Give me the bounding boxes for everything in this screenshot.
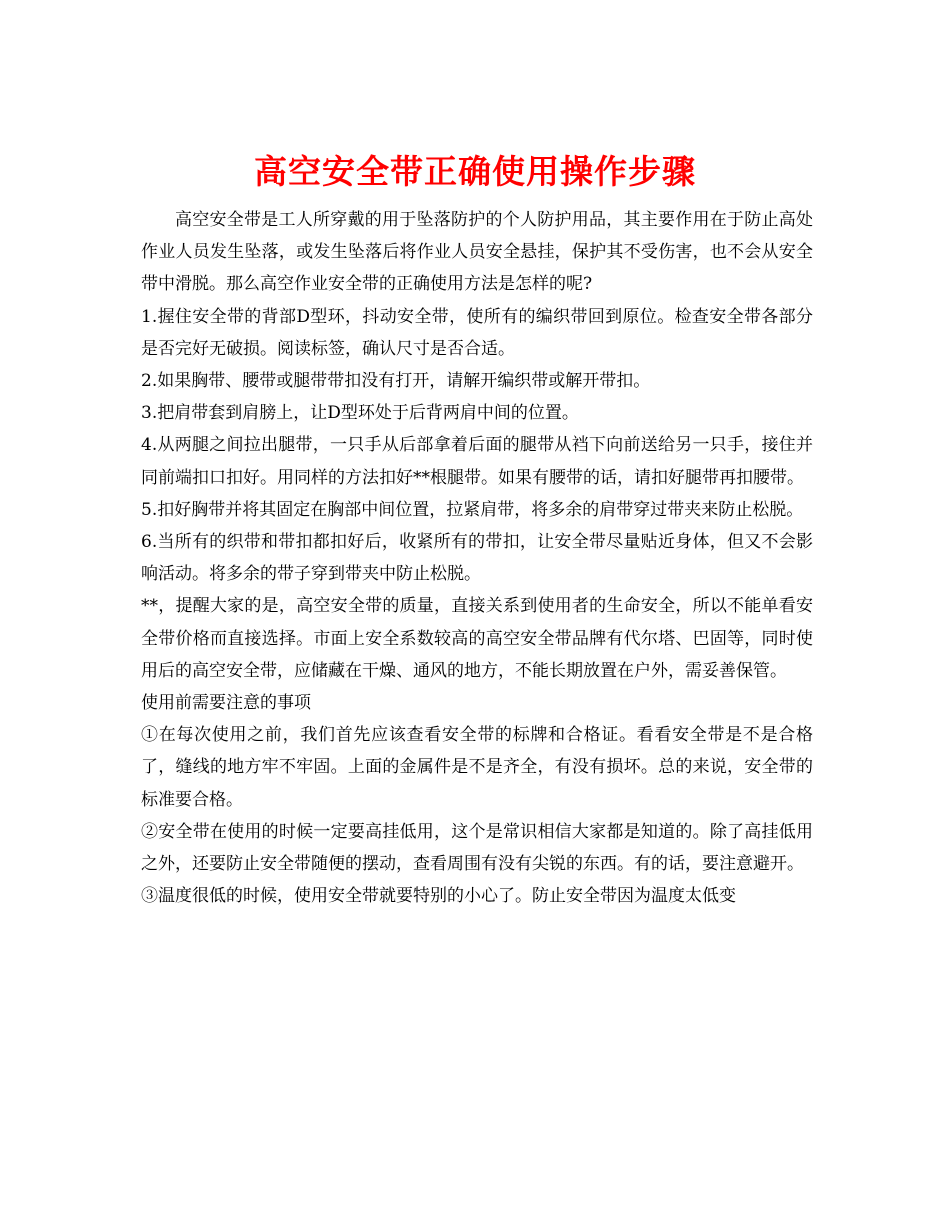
step-1-paragraph: 1.握住安全带的背部D型环，抖动安全带，使所有的编织带回到原位。检查安全带各部分是否完好无破损。阅读标签，确认尺寸是否合适。	[141, 306, 813, 359]
document-body	[141, 204, 813, 912]
page-title: 高空安全带正确使用操作步骤	[254, 152, 696, 192]
step-3-paragraph: 3.把肩带套到肩膀上，让D型环处于后背两肩中间的位置。	[141, 403, 579, 424]
step-5-paragraph: 5.扣好胸带并将其固定在胸部中间位置，拉紧肩带，将多余的肩带穿过带夹来防止松脱。	[141, 499, 804, 520]
precautions-heading: 使用前需要注意的事项	[141, 693, 311, 714]
precaution-2-paragraph: ②安全带在使用的时候一定要高挂低用，这个是常识相信大家都是知道的。除了高挂低用之外，还要防止安全带随便的摆动，查看周围有没有尖锐的东西。有的话，要注意避开。	[141, 821, 813, 875]
intro-paragraph: 高空安全带是工人所穿戴的用于坠落防护的个人防护用品，其主要作用在于防止高处作业人员发生坠落，或发生坠落后将作业人员安全悬挂，保护其不受伤害，也不会从安全带中滑脱。那么高空作业安全带的正确使用方法是怎样的呢?	[141, 210, 813, 295]
precaution-1-paragraph: ①在每次使用之前，我们首先应该查看安全带的标牌和合格证。看看安全带是不是合格了，缝线的地方牢不牢固。上面的金属件是不是齐全，有没有损坏。总的来说，安全带的标准要合格。	[141, 725, 813, 810]
reminder-paragraph: **，提醒大家的是，高空安全带的质量，直接关系到使用者的生命安全，所以不能单看安全带价格而直接选择。市面上安全系数较高的高空安全带品牌有代尔塔、巴固等，同时使用后的高空安全带，应储藏在干燥、通风的地方，不能长期放置在户外，需妥善保管。	[141, 596, 813, 681]
step-6-paragraph: 6.当所有的织带和带扣都扣好后，收紧所有的带扣，让安全带尽量贴近身体，但又不会影响活动。将多余的带子穿到带夹中防止松脱。	[141, 532, 813, 585]
step-2-paragraph: 2.如果胸带、腰带或腿带带扣没有打开，请解开编织带或解开带扣。	[141, 371, 651, 392]
precaution-3-paragraph: ③温度很低的时候，使用安全带就要特别的小心了。防止安全带因为温度太低变	[141, 886, 736, 907]
step-4-paragraph: 4.从两腿之间拉出腿带，一只手从后部拿着后面的腿带从裆下向前送给另一只手，接住并同前端扣口扣好。用同样的方法扣好**根腿带。如果有腰带的话，请扣好腿带再扣腰带。	[141, 435, 813, 488]
